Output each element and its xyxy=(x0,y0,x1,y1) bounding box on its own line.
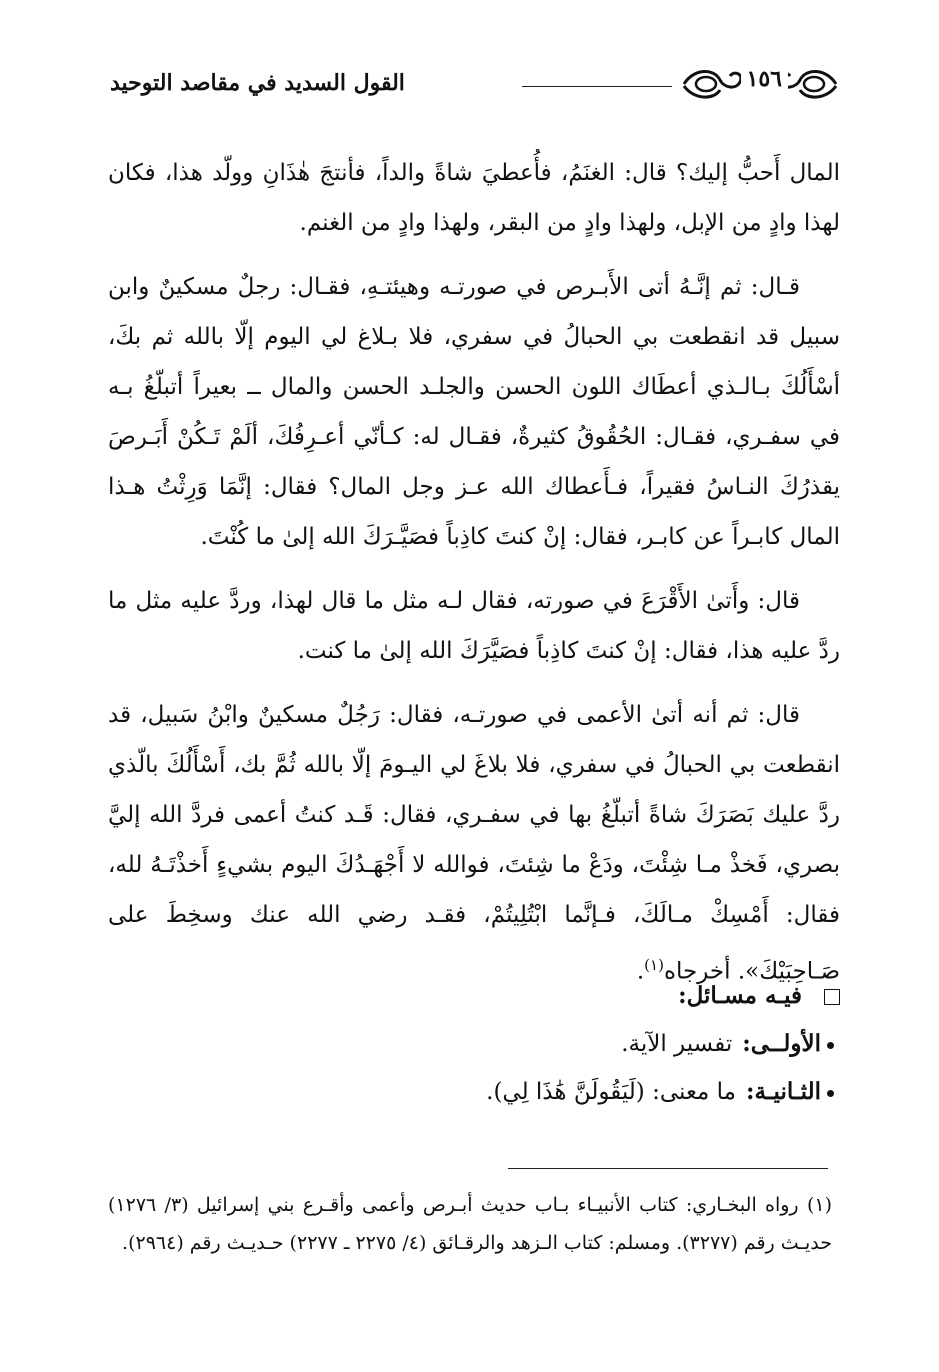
page-header xyxy=(110,62,840,112)
issues-title: فيـه مسـائل: xyxy=(678,982,802,1009)
footnote-divider xyxy=(508,1168,828,1169)
paragraph-1: المال أَحبُّ إليك؟ قال: الغنَمُ، فأُعطيَ شاةً والداً، فأنتجَ هٰذَانِ وولّد هذا، فكان لهذا وادٍ من الإبل، ولهذا وادٍ من البقر، ولهذا وادٍ من الغنم. xyxy=(108,160,840,236)
page-number: ١٥٦ xyxy=(741,66,788,92)
issue-item xyxy=(108,1020,834,1068)
paragraph-4: قال: ثم أنه أتىٰ الأعمى في صورتـه، فقال: رَجُلٌ مسكينٌ وابْنُ سَبيل، قد انقطعت بي الحبالُ في سفري، فلا بلاغَ لي اليـومَ إلّا بالله ثُمَّ بك، أَسْأَلُكَ بالّذي ردَّ عليك بَصَرَكَ شاةً أتبلّغُ بها في سفـري، فقال: قَـد كنتُ أعمى فردَّ الله إليَّ بصري، فَخذْ مـا شِئْتَ، ودَعْ ما شِئتَ، فوالله لا أَجْهَـدُكَ اليوم بشيءٍ أَخذْتَـهُ لله، فقال: أَمْسِكْ مـالَكَ، فـإنَّما ابْتُلِيتُمْ، فقـد رضي الله عنك وسخِطَ على صَـاحِبَيْكَ». أخرجاه$^{(١)}$. xyxy=(108,702,840,985)
issues-heading xyxy=(108,972,840,1020)
bullet-icon xyxy=(827,1042,834,1049)
issue-label: الثـانيـة: xyxy=(746,1078,821,1105)
running-title: القول السديد في مقاصد التوحيد xyxy=(110,70,405,96)
square-bullet-icon xyxy=(824,989,840,1005)
main-text xyxy=(108,148,840,1011)
issue-text: ما معنى: (لَيَقُولَنَّ هَٰذَا لِي). xyxy=(486,1079,736,1105)
issue-item xyxy=(108,1068,834,1116)
header-rule xyxy=(522,86,672,87)
paragraph-4-text: قال: ثم أنه أتىٰ الأعمى في صورتـه، فقال: رَجُلٌ مسكينٌ وابْنُ سَبيل، قد انقطعت بي الحبالُ في سفري، فلا بلاغَ لي اليـومَ إلّا بالله ثُمَّ بك، أَسْأَلُكَ بالّذي ردَّ عليك بَصَرَكَ شاةً أتبلّغُ بها في سفـري، فقال: قَـد كنتُ أعمى فردَّ الله إليَّ بصري، فَخذْ مـا شِئْتَ، ودَعْ ما شِئتَ، فوالله لا أَجْهَـدُكَ اليوم بشيءٍ أَخذْتَـهُ لله، فقال: أَمْسِكْ مـالَكَ، فـإنَّما ابْتُلِيتُمْ، فقـد رضي الله عنك وسخِطَ على صَـاحِبَيْكَ». xyxy=(108,702,840,985)
issue-text: تفسير الآية. xyxy=(621,1031,733,1057)
issue-label: الأولــى: xyxy=(742,1030,821,1057)
paragraph-2: قـال: ثم إنَّـهُ أتى الأَبـرص في صورتـه وهيئتـهِ، فقـال: رجلٌ مسكينٌ وابن سبيل قد انقطعت بي الحبالُ في سفري، فلا بـلاغ لي اليوم إلّا بالله ثم بكَ، أسْأَلُكَ بـالـذي أعطَاك اللون الحسن والجلـد الحسن والمال ــ بعيراً أتبلّغُ بـه في سفـري، فقـال: الحُقُوقُ كثيرةٌ، فقـال له: كـأنّي أعـرِفُكَ، ألَمْ تَـكُنْ أَبَـرصَ يقذرُكَ النـاسُ فقيراً، فـأَعطاك الله عـز وجل المال؟ فقال: إنَّمَا وَرِثْتُ هـذا المال كابـراً عن كابـر، فقال: إنْ كنتَ كاذِباً فصَيَّـرَكَ الله إلىٰ ما كُنْتَ. xyxy=(108,274,840,550)
hadith-attribution: أخرجاه xyxy=(663,958,731,985)
footnote-marker: (١) xyxy=(806,1194,832,1216)
footnote-reference[interactable]: (١) xyxy=(644,956,664,974)
footnote-text: رواه البخـاري: كتاب الأنبيـاء بـاب حديث أبـرص وأعمى وأقـرع بني إسرائيل (٣/ ١٢٧٦) حديـث رقم (٣٢٧٧). ومسلم: كتاب الـزهد والرقـائق (٤/ ٢٢٧٥ ـ ٢٢٧٧) حـديـث رقم (٢٩٦٤). xyxy=(108,1194,832,1254)
bullet-icon xyxy=(827,1090,834,1097)
issues-section xyxy=(108,972,840,1116)
footnote xyxy=(108,1186,832,1262)
paragraph-3: قال: وأَتىٰ الأَقْرَعَ في صورته، فقال لـه مثل ما قال لهذا، وردَّ عليه مثل ما ردَّ عليه هذا، فقال: إنْ كنتَ كاذِباً فصَيَّرَكَ الله إلىٰ ما كنت. xyxy=(108,588,840,664)
